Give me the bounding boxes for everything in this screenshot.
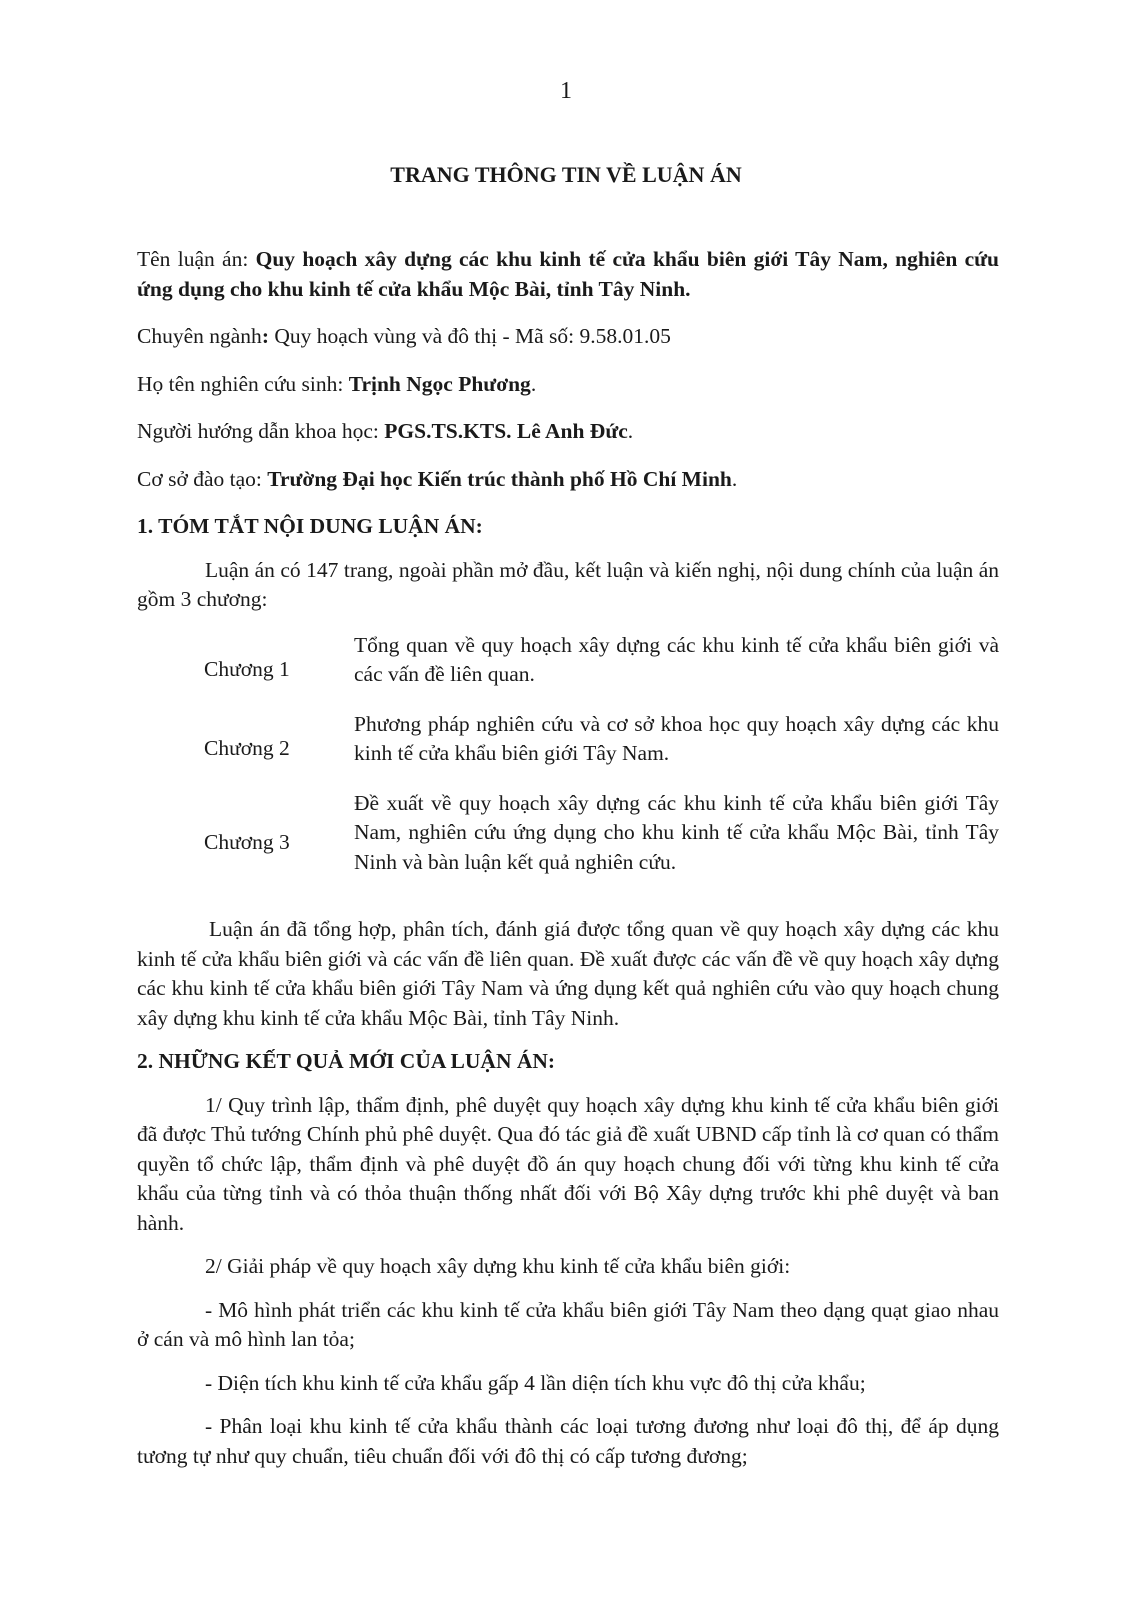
page-title: TRANG THÔNG TIN VỀ LUẬN ÁN — [390, 162, 742, 187]
supervisor-value: PGS.TS.KTS. Lê Anh Đức — [384, 419, 628, 443]
section-1-heading: 1. TÓM TẮT NỘI DUNG LUẬN ÁN: — [137, 514, 483, 538]
author-value: Trịnh Ngọc Phương — [348, 371, 531, 396]
thesis-title-line — [137, 245, 999, 304]
chapter-name: Chương 3 — [204, 830, 290, 854]
chapter-desc: Đề xuất về quy hoạch xây dựng các khu kinh tế cửa khẩu biên giới Tây Nam, nghiên cứu ứng dụng cho khu kinh tế cửa khẩu Mộc Bài, tỉnh Tây Ninh và bàn luận kết quả nghiên cứu. — [354, 790, 999, 874]
info-label: Tên luận án: — [137, 247, 256, 271]
chapter-desc: Tổng quan về quy hoạch xây dựng các khu kinh tế cửa khẩu biên giới và các vấn đề liên quan. — [354, 632, 999, 686]
section-1-summary: Luận án đã tổng hợp, phân tích, đánh giá được tổng quan về quy hoạch xây dựng các khu kinh tế cửa khẩu biên giới và các vấn đề liên quan. Đề xuất được các vấn đề về quy hoạch xây dựng các khu kinh tế cửa khẩu biên giới Tây Nam và ứng dụng kết quả nghiên cứu vào quy hoạch chung xây dựng khu kinh tế cửa khẩu Mộc Bài, tỉnh Tây Ninh. — [137, 917, 999, 1030]
supervisor-line — [137, 417, 999, 447]
chapter-row — [137, 710, 999, 789]
section-2-heading: 2. NHỮNG KẾT QUẢ MỚI CỦA LUẬN ÁN: — [137, 1049, 556, 1073]
institution-value: Trường Đại học Kiến trúc thành phố Hồ Chí Minh — [267, 466, 732, 491]
result-paragraph: 1/ Quy trình lập, thẩm định, phê duyệt quy hoạch xây dựng khu kinh tế cửa khẩu biên giới đã được Thủ tướng Chính phủ phê duyệt. Qua đó tác giả đề xuất UBND cấp tỉnh là cơ quan có thẩm quyền tổ chức lập, thẩm định và phê duyệt đồ án quy hoạch chung đối với từng khu kinh tế cửa khẩu của từng tỉnh và có thỏa thuận thống nhất đối với Bộ Xây dựng trước khi phê duyệt và ban hành. — [137, 1092, 999, 1235]
info-tail: . — [731, 466, 738, 491]
info-label: Người hướng dẫn khoa học: — [137, 419, 385, 443]
info-tail: . — [530, 371, 537, 396]
chapter-row — [137, 789, 999, 898]
info-label: Chuyên ngành — [137, 324, 262, 348]
info-colon: : — [261, 324, 269, 348]
result-paragraph: - Diện tích khu kinh tế cửa khẩu gấp 4 lần diện tích khu vực đô thị cửa khẩu; — [205, 1370, 866, 1395]
info-tail: . — [627, 419, 634, 443]
thesis-title-value: Quy hoạch xây dựng các khu kinh tế cửa khẩu biên giới Tây Nam, nghiên cứu ứng dụng cho khu kinh tế cửa khẩu Mộc Bài, tỉnh Tây Ninh. — [137, 247, 999, 301]
major-value: Quy hoạch vùng và đô thị - Mã số: 9.58.01.05 — [268, 324, 671, 348]
result-paragraph: - Phân loại khu kinh tế cửa khẩu thành các loại tương đương như loại đô thị, để áp dụng tương tự như quy chuẩn, tiêu chuẩn đối với đô thị có cấp tương đương; — [137, 1414, 999, 1468]
author-line — [137, 370, 999, 400]
chapter-desc: Phương pháp nghiên cứu và cơ sở khoa học quy hoạch xây dựng các khu kinh tế cửa khẩu biên giới Tây Nam. — [354, 711, 999, 765]
info-label: Họ tên nghiên cứu sinh: — [137, 371, 349, 396]
chapter-row — [137, 631, 999, 710]
chapter-name: Chương 1 — [204, 657, 290, 682]
section-1-intro: Luận án có 147 trang, ngoài phần mở đầu, kết luận và kiến nghị, nội dung chính của luận án gồm 3 chương: — [137, 557, 999, 611]
major-line — [137, 322, 999, 352]
chapter-name: Chương 2 — [204, 736, 290, 761]
info-label: Cơ sở đào tạo: — [137, 466, 268, 491]
page-number: 1 — [560, 78, 572, 104]
chapters-table — [137, 631, 999, 898]
document-body — [137, 245, 999, 1471]
result-paragraph: - Mô hình phát triển các khu kinh tế cửa khẩu biên giới Tây Nam theo dạng quạt giao nhau ở cán và mô hình lan tỏa; — [137, 1297, 999, 1351]
institution-line — [137, 465, 999, 495]
result-paragraph: 2/ Giải pháp về quy hoạch xây dựng khu kinh tế cửa khẩu biên giới: — [205, 1254, 791, 1278]
